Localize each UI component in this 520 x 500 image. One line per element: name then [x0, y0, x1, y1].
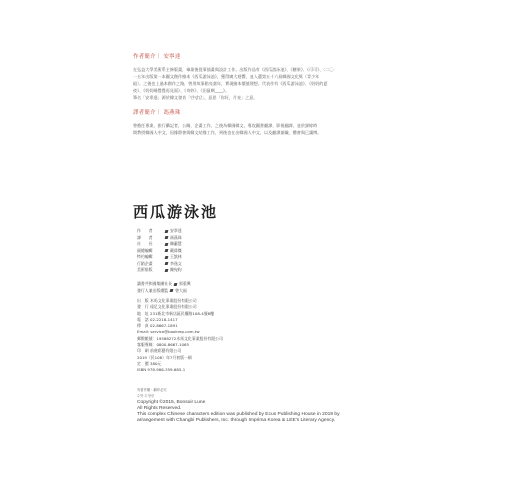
rights-info — [137, 387, 377, 425]
credit-role: 作 者 — [137, 228, 153, 233]
author-bio-line: 組）。之後也上過本創作之路，曾用故事點亮童年，實現繪本價值理想。代表作有《西瓜游泳池》、《奶奶的夏 — [133, 80, 328, 86]
staff-name: 曾大福 — [175, 287, 187, 293]
publisher-value: Email: service@bookrep.com.tw — [137, 329, 200, 335]
translator-bio-heading: 譯者簡介｜ 馮燕珠 — [133, 110, 181, 116]
author-bio-line: 一五年出版第一本圖文創作繪本《西瓜游泳池》，獲得廣大迴響，並入選第五十六屆韓國文化獎（青少年 — [133, 73, 320, 79]
publisher-row — [137, 367, 367, 373]
publisher-value: 前進彩藝有限公司 — [150, 348, 182, 354]
publisher-value: 380元 — [150, 360, 162, 366]
publisher-value: 02-8667-1891 — [150, 323, 178, 329]
translator-bio-heading-label: 譯者簡介 — [133, 110, 156, 116]
credit-role: 美術排版 — [137, 267, 153, 273]
author-bio-line: 夜》、《奶奶睡覺覺再見面》、《奇妙》、《田鼠啊____》。 — [133, 87, 230, 93]
author-bio-line: 筆名「安寧達」源於韓文發音「안녕달」，意思「你好，月亮」之意。 — [133, 94, 258, 100]
translator-bio-line: 曾擔任專業、旅行攝記者，公關、企畫工作，之後為韓國韓文，專攻圖書翻譯、影視翻譯、並於課餘時 — [133, 123, 318, 128]
credit-role: 譯 者 — [137, 234, 153, 240]
original-title-korean: 수박 수영장 — [137, 394, 154, 399]
credit-name: 李逸文 — [170, 260, 182, 266]
credit-name: 陳宛昀 — [170, 267, 182, 273]
author-bio-heading-label: 作者簡介 — [133, 54, 156, 60]
publisher-label: 出 版 — [137, 298, 149, 303]
credit-role: 副總編輯 — [137, 247, 153, 253]
credit-name: 安寧達 — [170, 228, 182, 233]
credit-role: 行銷企畫 — [137, 260, 153, 266]
author-bio-heading: 作者簡介｜ 安寧達 — [133, 54, 181, 60]
all-rights-line: All Rights Reserved. — [137, 405, 182, 411]
pointer-icon — [165, 230, 169, 233]
publisher-label: 電 話 — [137, 316, 149, 322]
publisher-info — [137, 298, 367, 374]
credit-role: 特約編輯 — [137, 254, 153, 260]
edition-statement-line: This complex Chinese characters edition was published by Ecus Publishing House in 2019 by — [137, 412, 340, 418]
author-bio-text — [133, 67, 383, 102]
staff-row — [137, 281, 191, 288]
book-title: 西瓜游泳池 — [133, 203, 219, 221]
publisher-value: 客服專線：0800-8667-1065 — [137, 342, 189, 348]
publisher-value: 郵撥帳號：19588272木馬文化事業股份有限公司 — [137, 335, 223, 341]
translator-name: 馮燕珠 — [163, 110, 181, 116]
edition-statement-line: arrangement with Changbi Publishers, Inc. through Imprima Korea & LEE's Literary Agency. — [137, 418, 336, 424]
author-bio-line: 在弘益大學美術系主修版畫，畢業後從事插畫與設計工作。出版作品有《西瓜游泳池》、《糖果》、《可可》、〈二〇 — [133, 67, 334, 72]
author-name: 安寧達 — [163, 54, 181, 60]
rights-notice: 有著作權・翻印必究 — [137, 388, 167, 392]
publisher-value: 2019（民108）年7月初版一刷 — [137, 354, 192, 360]
credits-list — [137, 228, 257, 274]
pointer-icon — [165, 243, 169, 246]
credit-row — [137, 267, 257, 274]
credit-name: 戴偉傑 — [170, 247, 182, 253]
credit-name: 王凱林 — [170, 254, 182, 260]
pointer-icon — [165, 256, 169, 259]
pointer-icon — [165, 269, 169, 272]
publisher-value: ISBN 978-986-359-685-1 — [137, 367, 186, 373]
pointer-icon — [174, 283, 178, 286]
author-bio — [133, 52, 383, 102]
translator-bio-line: 間教授韓國人中文，因緣際會與韓文結緣工作，到後也在出韓國人中文，以及翻譯兼職，體會與已讓博。 — [133, 129, 322, 135]
staff-role: 發行人兼出版總監 — [137, 287, 169, 293]
credit-name: 陳蕙慧 — [170, 241, 182, 247]
staff-name: 郭重興 — [179, 281, 191, 286]
publisher-label: 傳 真 — [137, 323, 149, 329]
translator-bio-text — [133, 123, 383, 137]
publisher-label: 定 價 — [137, 360, 149, 366]
credit-name: 馮燕珠 — [170, 234, 182, 240]
pointer-icon — [165, 262, 169, 265]
publisher-value: 231新北市新店區民權路108-4號8樓 — [150, 310, 215, 316]
publisher-value: 木馬文化事業股份有限公司 — [150, 298, 197, 303]
staff-list — [137, 281, 191, 294]
publisher-value: 遠足文化事業股份有限公司 — [150, 304, 197, 310]
staff-row — [137, 288, 191, 295]
publisher-label: 印 刷 — [137, 348, 149, 354]
staff-role: 讀書共和國集團社長 — [137, 281, 173, 286]
copyright-line: Copyright ©2015, Bonsoir Lune — [137, 399, 206, 405]
pointer-icon — [170, 289, 174, 292]
translator-bio — [133, 108, 383, 137]
pointer-icon — [165, 236, 169, 239]
publisher-value: 02-2218-1417 — [150, 316, 178, 322]
publisher-label: 發 行 — [137, 304, 149, 310]
publisher-label: 地 址 — [137, 310, 149, 316]
credit-role: 社 長 — [137, 241, 153, 247]
pointer-icon — [165, 249, 169, 252]
